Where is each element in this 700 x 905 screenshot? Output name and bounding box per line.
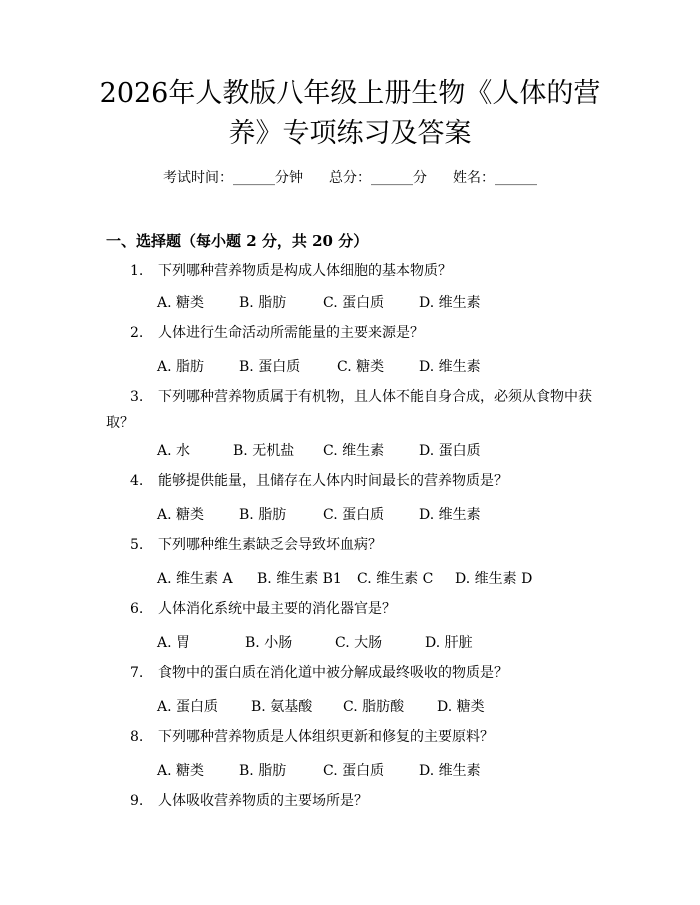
question-stem: 下列哪种营养物质属于有机物，且人体不能自身合成，必须从食物中获取？ xyxy=(106,389,592,431)
question-number: 7. xyxy=(130,665,144,681)
option-a: A. 糖类 xyxy=(157,507,205,523)
question-stem: 下列哪种维生素缺乏会导致坏血病？ xyxy=(158,537,382,553)
question-stem: 下列哪种营养物质是构成人体细胞的基本物质？ xyxy=(158,263,452,279)
option-a: A. 水 xyxy=(157,443,191,459)
question-stem: 人体吸收营养物质的主要场所是？ xyxy=(158,793,368,809)
option-d: D. 糖类 xyxy=(437,699,485,715)
name-field: 姓名：______ xyxy=(453,170,537,186)
question-stem: 食物中的蛋白质在消化道中被分解成最终吸收的物质是？ xyxy=(158,665,508,681)
option-d: D. 维生素 xyxy=(419,295,481,311)
option-c: C. 蛋白质 xyxy=(323,295,385,311)
question-number: 8. xyxy=(130,729,144,745)
question-8 xyxy=(106,724,606,750)
option-c: C. 维生素 C xyxy=(357,571,434,587)
option-d: D. 肝脏 xyxy=(425,635,473,651)
question-stem: 人体进行生命活动所需能量的主要来源是？ xyxy=(158,325,424,341)
question-3 xyxy=(106,384,606,436)
document-title: 2026年人教版八年级上册生物《人体的营养》专项练习及答案 xyxy=(99,78,601,149)
question-number: 6. xyxy=(130,601,144,617)
section-title: 一、选择题（每小题 2 分，共 20 分） xyxy=(106,232,369,250)
option-a: A. 糖类 xyxy=(157,295,205,311)
option-c: C. 大肠 xyxy=(335,635,383,651)
option-a: A. 胃 xyxy=(157,635,191,651)
question-stem: 能够提供能量，且储存在人体内时间最长的营养物质是？ xyxy=(158,473,508,489)
option-a: A. 蛋白质 xyxy=(157,699,219,715)
question-9 xyxy=(106,788,606,814)
option-d: D. 维生素 xyxy=(419,763,481,779)
option-b: B. 维生素 B1 xyxy=(257,571,342,587)
question-6 xyxy=(106,596,606,622)
option-b: B. 脂肪 xyxy=(239,295,287,311)
question-number: 3. xyxy=(130,389,144,405)
option-c: C. 脂肪酸 xyxy=(343,699,405,715)
exam-meta xyxy=(0,167,700,187)
question-number: 2. xyxy=(130,325,144,341)
option-c: C. 蛋白质 xyxy=(323,507,385,523)
question-stem: 人体消化系统中最主要的消化器官是？ xyxy=(158,601,396,617)
question-number: 9. xyxy=(130,793,144,809)
option-b: B. 氨基酸 xyxy=(251,699,313,715)
question-number: 4. xyxy=(130,473,144,489)
option-a: A. 脂肪 xyxy=(157,359,205,375)
option-c: C. 蛋白质 xyxy=(323,763,385,779)
question-5 xyxy=(106,532,606,558)
option-b: B. 无机盐 xyxy=(233,443,295,459)
option-c: C. 维生素 xyxy=(323,443,385,459)
option-b: B. 脂肪 xyxy=(239,763,287,779)
question-1 xyxy=(106,258,606,284)
option-d: D. 维生素 D xyxy=(455,571,533,587)
option-d: D. 维生素 xyxy=(419,359,481,375)
option-d: D. 维生素 xyxy=(419,507,481,523)
exam-time-field: 考试时间：______分钟 xyxy=(163,170,303,186)
option-b: B. 蛋白质 xyxy=(239,359,301,375)
option-a: A. 维生素 A xyxy=(157,571,233,587)
question-stem: 下列哪种营养物质是人体组织更新和修复的主要原料？ xyxy=(158,729,494,745)
option-d: D. 蛋白质 xyxy=(419,443,481,459)
option-b: B. 脂肪 xyxy=(239,507,287,523)
option-b: B. 小肠 xyxy=(245,635,293,651)
question-number: 5. xyxy=(130,537,144,553)
question-2 xyxy=(106,320,606,346)
question-number: 1. xyxy=(130,263,144,279)
option-c: C. 糖类 xyxy=(337,359,385,375)
question-7 xyxy=(106,660,606,686)
option-a: A. 糖类 xyxy=(157,763,205,779)
question-4 xyxy=(106,468,606,494)
total-score-field: 总分：______分 xyxy=(329,170,427,186)
